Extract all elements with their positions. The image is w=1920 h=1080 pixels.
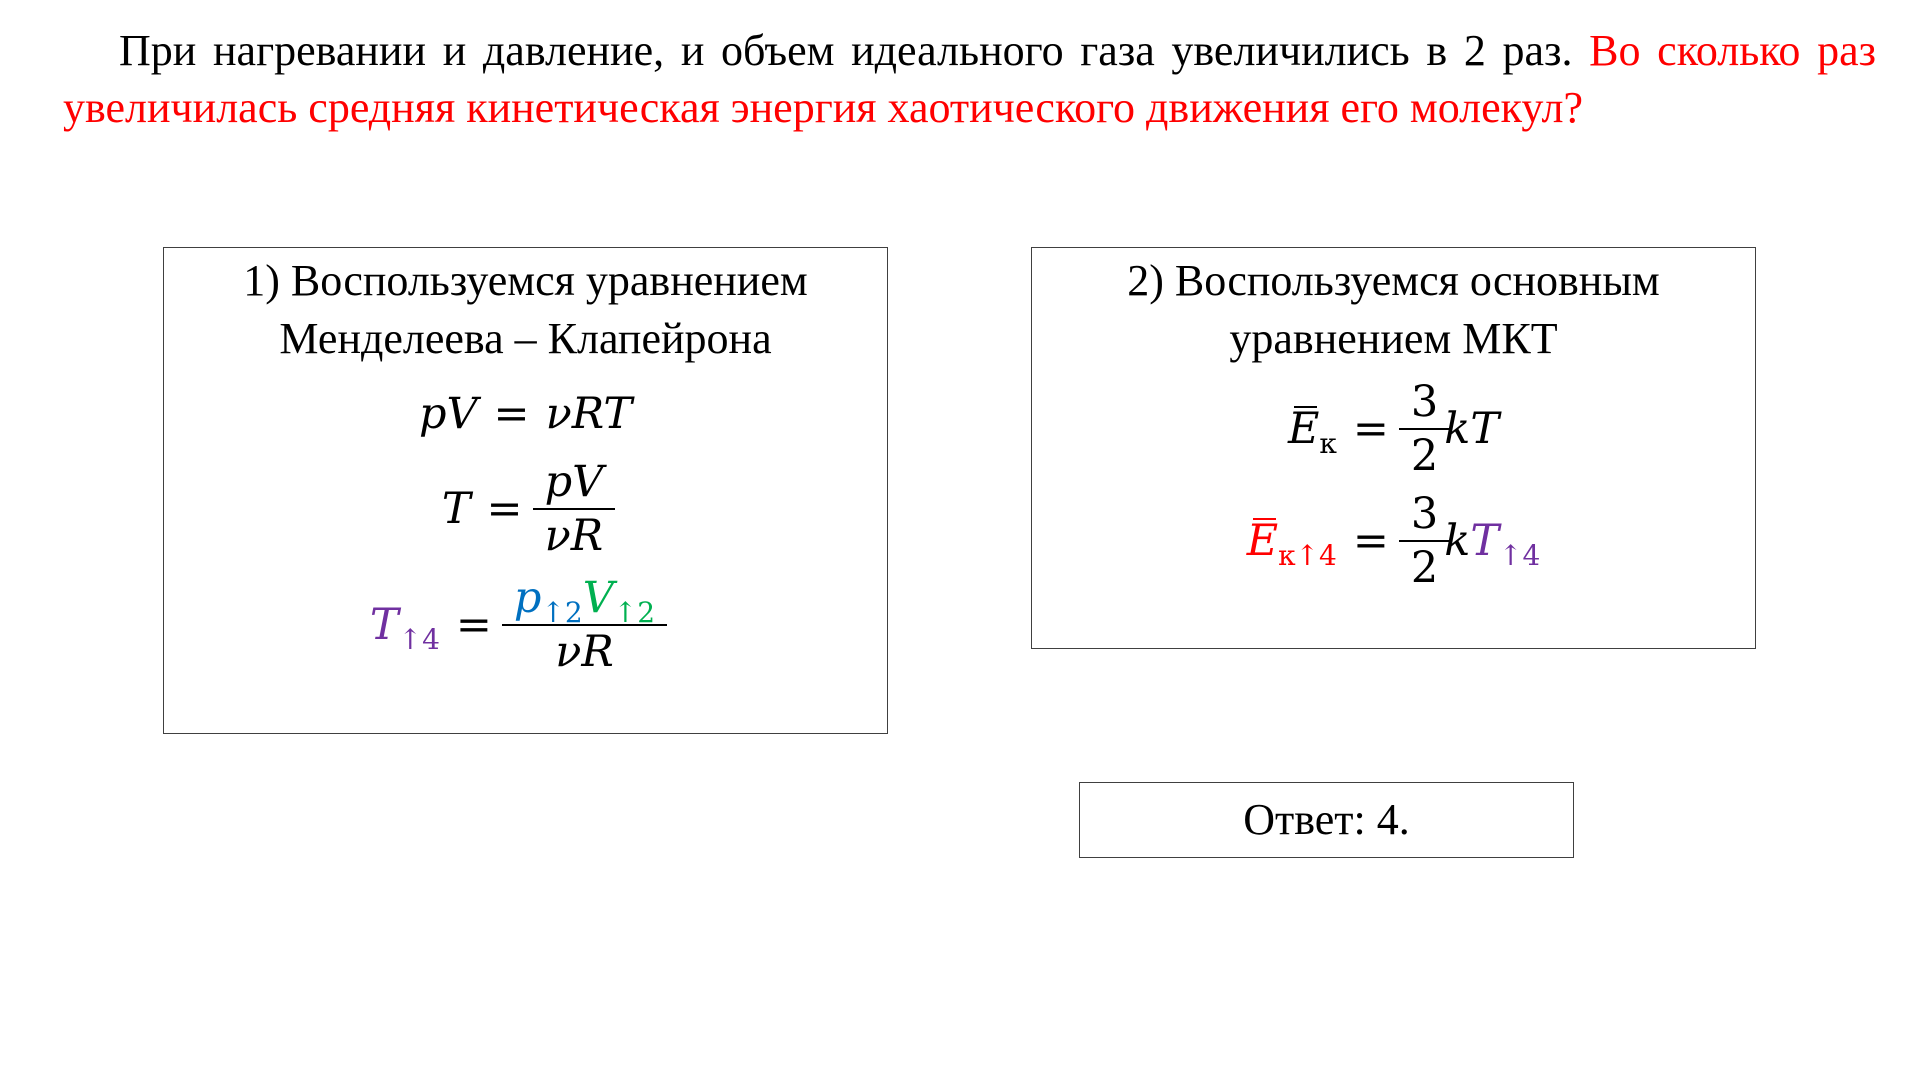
answer-text: Ответ: 4.: [1243, 795, 1410, 844]
step2-box: [1031, 247, 1756, 649]
mkt-eq1-lhs: [1287, 404, 1337, 460]
mkt-eq2-denominator: 2: [1399, 540, 1450, 592]
step2-heading-line2: уравнением МКТ: [1229, 314, 1558, 363]
mkt-energy-change-equation: [1032, 490, 1755, 592]
mkt-eq2-energy-subscript: к↑4: [1278, 539, 1337, 572]
eq2-denominator: νR: [533, 508, 616, 560]
step1-box: [163, 247, 888, 734]
step1-heading-line1: 1) Воспользуемся уравнением: [243, 256, 808, 305]
eq2-fraction: [539, 458, 610, 560]
mkt-energy-equation: [1032, 378, 1755, 480]
eq3-volume-symbol: V: [582, 573, 614, 623]
step1-heading: [164, 252, 887, 368]
eq3-denominator: νR: [502, 624, 667, 676]
eq2-lhs: T: [441, 484, 471, 534]
mkt-eq2-equals: =: [1352, 516, 1389, 566]
mkt-eq2-fraction: [1405, 490, 1444, 592]
temperature-equation: [164, 458, 887, 560]
eq3-lhs-subscript: ↑4: [398, 623, 440, 656]
problem-given: При нагревании и давление, и объем идеального газа увеличились в 2 раз.: [119, 26, 1573, 75]
eq2-equals: =: [486, 484, 523, 534]
mkt-eq2-numerator: 3: [1410, 489, 1439, 539]
eq3-volume-subscript: ↑2: [613, 596, 656, 629]
problem-question: Во сколько раз увеличилась средняя кинетическая энергия хаотического движения его молекул?: [63, 26, 1877, 132]
step1-heading-line2: Менделеева – Клапейрона: [279, 314, 772, 363]
eq3-pressure-subscript: ↑2: [541, 596, 583, 629]
eq3-numerator: [508, 573, 661, 629]
mkt-eq1-energy-subscript: к: [1319, 427, 1337, 460]
mkt-eq2-lhs: [1246, 516, 1337, 572]
mkt-eq1-rhs: kT: [1444, 404, 1500, 454]
step2-heading: [1032, 252, 1755, 368]
answer-box: [1079, 782, 1574, 858]
eq3-volume: [582, 573, 656, 629]
eq3-pressure-symbol: p: [513, 573, 542, 623]
mkt-eq2-temperature-symbol: T: [1470, 516, 1500, 566]
problem-statement: [63, 22, 1876, 136]
mkt-eq1-energy-symbol: E: [1287, 404, 1320, 454]
eq3-pressure: [513, 573, 583, 629]
eq2-numerator: pV: [544, 457, 604, 507]
mkt-eq1-equals: =: [1352, 404, 1389, 454]
mkt-eq2-k: k: [1444, 516, 1471, 566]
mendeleev-equation: [164, 384, 887, 444]
mkt-eq2-energy-symbol: E: [1246, 516, 1279, 566]
mkt-eq2-temperature-subscript: ↑4: [1499, 539, 1541, 572]
eq1-rhs: νRT: [545, 389, 633, 439]
eq3-lhs-symbol: T: [369, 600, 399, 650]
eq1-lhs: pV: [418, 389, 478, 439]
eq3-equals: =: [455, 600, 492, 650]
mkt-eq1-fraction: [1405, 378, 1444, 480]
eq1-equals: =: [493, 389, 530, 439]
mkt-eq1-denominator: 2: [1399, 428, 1450, 480]
step2-heading-line1: 2) Воспользуемся основным: [1127, 256, 1660, 305]
mkt-eq2-temperature: [1470, 516, 1541, 572]
eq3-lhs: [369, 600, 440, 656]
eq3-fraction: [508, 574, 661, 676]
mkt-eq1-numerator: 3: [1410, 377, 1439, 427]
temperature-change-equation: [144, 574, 887, 676]
